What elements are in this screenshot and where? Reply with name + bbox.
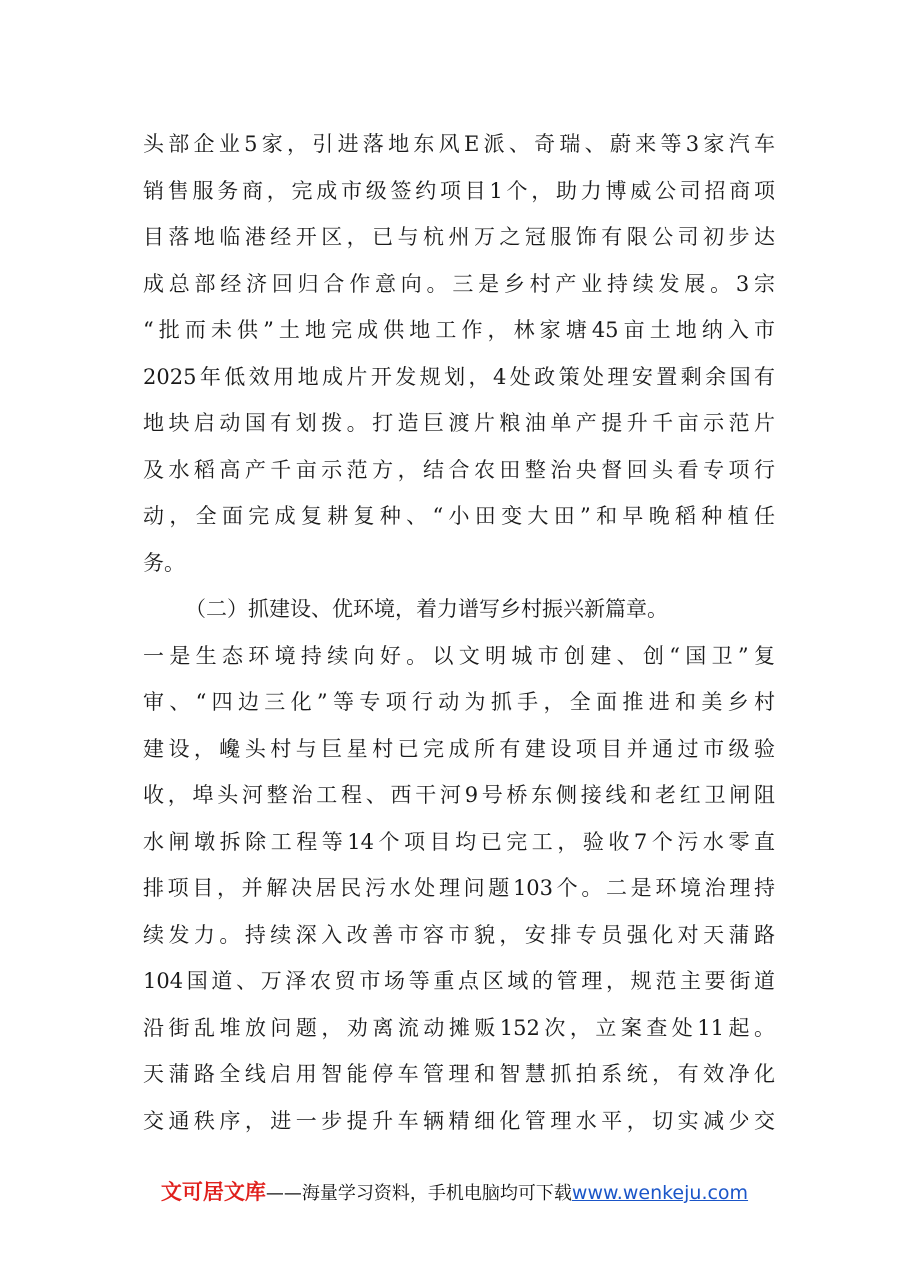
text-line: 交通秩序，进一步提升车辆精细化管理水平，切实减少交 bbox=[143, 1108, 775, 1133]
text-line: 沿街乱堆放问题，劝离流动摊贩152次，立案查处11起。 bbox=[143, 1015, 775, 1040]
section-heading: （二）抓建设、优环境，着力谱写乡村振兴新篇章。 bbox=[185, 597, 668, 621]
text-line: 及水稻高产千亩示范方，结合农田整治央督回头看专项行 bbox=[143, 457, 775, 482]
text-line: 续发力。持续深入改善市容市貌，安排专员强化对天蒲路 bbox=[143, 922, 775, 947]
text-line: 销售服务商，完成市级签约项目1个，助力博威公司招商项 bbox=[143, 178, 775, 203]
document-body bbox=[143, 121, 775, 1144]
text-line: 2025年低效用地成片开发规划，4处政策处理安置剩余国有 bbox=[143, 364, 775, 389]
text-line: 务。 bbox=[143, 550, 185, 575]
footer-brand: 文可居文库 bbox=[160, 1180, 266, 1204]
text-line: 排项目，并解决居民污水处理问题103个。二是环境治理持 bbox=[143, 876, 775, 900]
text-line: 审、“四边三化”等专项行动为抓手，全面推进和美乡村 bbox=[143, 690, 775, 714]
text-line: 水闸墩拆除工程等14个项目均已完工，验收7个污水零直 bbox=[143, 829, 775, 854]
footer-tagline: ——海量学习资料，手机电脑均可下载 bbox=[265, 1183, 572, 1204]
text-line: “批而未供”土地完成供地工作，林家塘45亩土地纳入市 bbox=[143, 318, 775, 342]
text-line: 104国道、万泽农贸市场等重点区域的管理，规范主要街道 bbox=[143, 969, 775, 993]
text-line: 收，埠头河整治工程、西干河9号桥东侧接线和老红卫闸阻 bbox=[143, 783, 775, 807]
text-line: 天蒲路全线启用智能停车管理和智慧抓拍系统，有效净化 bbox=[143, 1062, 775, 1086]
text-line: 成总部经济回归合作意向。三是乡村产业持续发展。3宗 bbox=[143, 271, 775, 296]
text-line: 动，全面完成复耕复种、“小田变大田”和早晚稻种植任 bbox=[143, 504, 775, 528]
text-line: 地块启动国有划拨。打造巨渡片粮油单产提升千亩示范片 bbox=[143, 411, 775, 435]
text-line: 建设，巉头村与巨星村已完成所有建设项目并通过市级验 bbox=[143, 736, 775, 761]
text-line: 目落地临港经开区，已与杭州万之冠服饰有限公司初步达 bbox=[143, 225, 775, 249]
text-line: 一是生态环境持续向好。以文明城市创建、创“国卫”复 bbox=[143, 643, 775, 668]
footer-link[interactable]: www.wenkeju.com bbox=[571, 1182, 749, 1204]
footer-banner bbox=[0, 1176, 909, 1206]
text-line: 头部企业5家，引进落地东风E派、奇瑞、蔚来等3家汽车 bbox=[143, 132, 775, 156]
